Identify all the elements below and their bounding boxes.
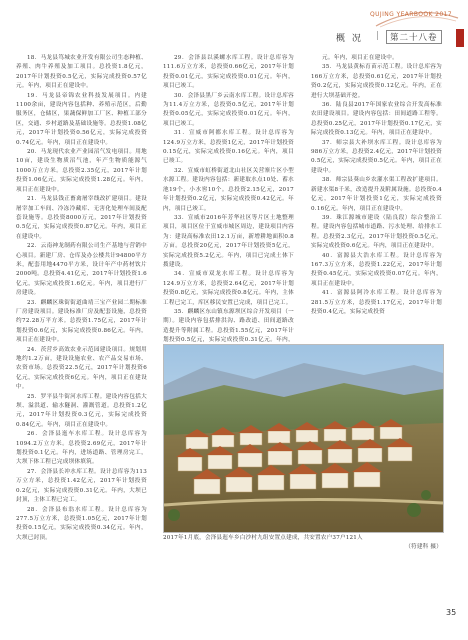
paragraph: 30．会泽县黑厂乡云南水库工程。设计总库容为11.4万立方米，总投资0.5亿元，2017年计划投资0.05亿元，实际完成投资0.01亿元。年内，项目已竣工。 [163,92,294,127]
photo-caption [163,534,442,552]
paragraph: 39．珠江源城市建设（陆良段）综合整治工程。建设内容包括城市道路、污水处理、给排水工程。总投资2.3亿元，2017年计划投资0.5亿元，实际完成投资0.6亿元。年内，项目正在建设中。 [311,214,442,250]
section-divider: | [376,31,380,41]
paragraph: 41．富源县阿冷水库工程。设计总库容为281.5万立方米，总投资1.17亿元，2017年计划投资0.4亿元，实际完成投资 [311,290,442,315]
photo-scene [164,345,443,532]
paragraph: 27．会泽县长冲水库工程。设计总库容为113万立方米，总投资1.42亿元，2017年计划投资0.2亿元，实际完成投资0.31亿元。年内，大坝已封顶，主体工程已完工。 [16,468,147,504]
paragraph: 元。年内，项目正在建设中。 [322,55,398,61]
paragraph: 32．宣威市虹桥街道北山社区关营寨片区小型水源工程。建设内容包括：新建取水点10处、蓄水池19个，小水窖10个。总投资2.15亿元，2017年计划投资0.2亿元，实际完成投资0.42亿元。年内，项目已竣工。 [163,167,294,212]
paragraph: 36．陆良县2017年国家农业综合开发高标准农田建设项目。建设内容包括：田间道路工程等。总投资0.25亿元，2017年计划投资0.17亿元，实际完成投资0.13亿元。年内，项目正在建设中。 [311,102,442,137]
yearbook-logo [370,10,464,32]
chapter-label: 第二十八卷 [386,30,442,44]
paragraph: 33．宣威市2016年芳华社区等片区土地整理项目，项目区位于宣威市城区周边，建设项目内容为：建设高标准农田12.1万亩，新增耕地面积0.8万亩。总投资20亿元，2017年计划投资5亿元，实际完成投资5.2亿元。年内，项目已完成土体下拨建设。 [163,214,294,268]
section-header [330,30,468,44]
paragraph: 26．会泽县迤车水库工程。设计总库容为1094.2万立方米。总投资2.69亿元，2017年计划投资0.1亿元。年内，进场道路、管理房完工，大坝下体工程已完成坝体填筑。 [16,431,147,466]
paragraph: 31．宣威市阿都水库工程。设计总库容为124.9万立方米，总投资1亿元，2017年计划投资0.15亿元，实际完成投资0.16亿元。年内，项目已竣工。 [163,130,294,165]
chapter-tab-marker [456,29,464,47]
column-middle [163,54,294,355]
paragraph: 25．罗平县牛街河水库工程。建设内容包括大坝、溢洪道、输水隧洞、灌溉管道。总投资1.2亿元，2017年计划投资0.3亿元，实际完成投资0.84亿元。年内，项目正在建设中。 [16,393,147,428]
paragraph: 34．宣威市双龙水库工程。设计总库容为124.9万立方米，总投资2.64亿元，2017年计划投资0.8亿元，实际完成投资0.8亿元。年内，主体工程已完工，库区移民安置已完成，项目已完工。 [163,271,294,306]
paragraph: 29．会泽县以溪螺水库工程。设计总库容为111.6万立方米，总投资0.66亿元，2017年计划投资0.01亿元，实际完成投资0.01亿元。年内，项目已竣工。 [163,55,294,90]
photo-caption-text: 2017年1月底，会泽县迤车乡白沙村九组安置点建成，共安置农户37户121人 [163,535,363,541]
paragraph: 19．马龙县帝锦农业科技发展项目。内建1100余亩，建设内容包括种、养殖示范区，后勤服务区，仓储区，果蔬保鲜加工厂区、种植工部分区，交通、乡村道路及基础设施等。总投资1.08亿元，2017年计划投资0.56亿元，实际完成投资0.74亿元。年内，项目正在建设中。 [16,92,147,146]
paragraph: 38．师宗县葵山乡农灌水渠工程改扩建项目。新建水渠8千米，改造提升及附属设施。总投资0.4亿元，2017年计划投资1亿元，实际完成投资0.16亿元。年内，项目正在建设中。 [311,177,442,212]
paragraph: 37．师宗县大补坝水库工程。设计总库容为986万立方米，总投资2.4亿元，2017年计划投资0.5亿元，实际完成投资0.5亿元。年内，项目正在建设中。 [311,139,442,174]
paragraph: 40．富源县大浩水库工程。设计总库容为167.3万立方米，总投资1.22亿元，2017年计划投资0.45亿元，实际完成投资0.07亿元。年内，项目正在建设中。 [311,252,442,287]
section-title: 概 况 [336,34,363,44]
column-right [311,54,442,317]
paragraph: 21．马龙县钱正畜禽屠宰线改扩建项目。建设屠宰加工车间、冷冻冷藏库、无害化处理车间及配套设施等。总投资8000万元，2017年计划投资0.5亿元，实际完成投资0.87亿元。年内，项目正在建设中。 [16,196,147,240]
paragraph: 24．茨营乡高效农业示范园建设项目。规划用地约1.2万亩，建设设施农业、农产品交易市场、农资市场。总投资22.5亿元，2017年计划投资6亿元，实际完成投资6亿元。年内，项目正在建设中。 [16,346,147,391]
paragraph: 35．马龙县黄标育苗示范工程。设计总库容为166万立方米，总投资0.61亿元，2017年计划投资0.2亿元，实际完成投资0.12亿元。年内，正在进行大坝基础开挖。 [311,64,442,99]
resettlement-photo [163,344,444,533]
yearbook-logo-text: QUJING YEARBOOK 2017 [370,11,452,18]
photo-credit: （符建科 摄） [405,544,442,550]
page-number: 35 [446,608,457,617]
paragraph: 20．马龙现代农业产业园沼气发电项目。用地10亩，建设生物质沼气池，年产生物质能源气1000万立方米。总投资2.35亿元，2017年计划投资1.06亿元，实际完成投资1.28亿元。年内，项目正在建设中。 [16,149,147,193]
paragraph: 22．云南神龙制药有限公司生产基地与营销中心项目。新建厂房、仓库及办公楼共计94800平方米，配套用地4470平方米，设计年产中药材饮片2000吨。总投资4.41亿元，2017年计划投资1.6亿元，实际完成投资1.6亿元。年内，项目进行厂房建设。 [16,243,147,297]
paragraph: 35．麒麟区东山镇东源坝区综合开发项目（一期）。建设内容包括排洪沟、路改道、田间道路改造提升等附属工程。总投资1.55亿元，2017年计划投资0.5亿元，实际完成投资0.31亿元。年内， [163,308,294,344]
paragraph: 23．麒麟区珠街街道曲靖三宝产业园二期标准厂房建设项目。建设标准厂房及配套设施，总投资约72.28万平方米。总投资1.75亿元，2017年计划投资0.6亿元，实际完成投资0.86亿元。年内，项目正在建设中。 [16,299,147,344]
paragraph: 18．马龙县笃城农业开发有限公司生态种植、养殖、肉牛养殖及加工项目。总投资1.8亿元，2017年计划投资0.5亿元，实际完成投资0.57亿元。年内，项目正在建设中。 [16,55,147,90]
paragraph: 28．会泽县布翁水库工程。设计总库容为277.5万立方米，总投资1.05亿元，2017年计划投资0.15亿元，实际完成投资0.34亿元。年内，大坝已封顶。 [16,506,147,541]
column-left [16,54,147,543]
